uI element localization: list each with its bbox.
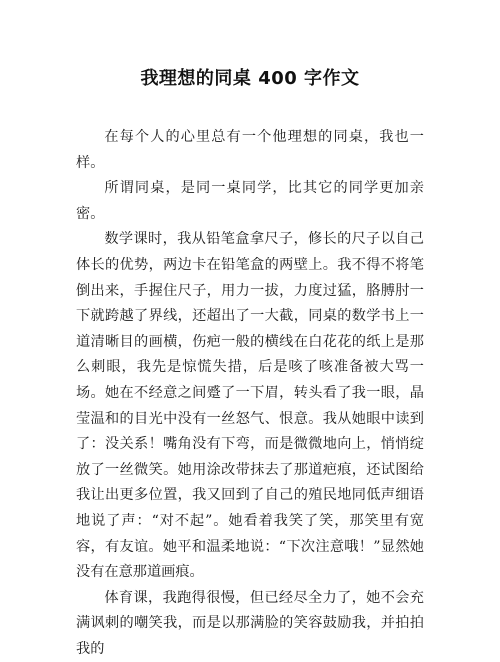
paragraph: 所谓同桌，是同一桌同学，比其它的同学更加亲密。: [76, 180, 424, 222]
document-title: 我理想的同桌 400 字作文: [140, 68, 360, 89]
paragraph: 体育课，我跑得很慢，但已经尽全力了，她不会充满讽刺的嘲笑我，而是以那满脸的笑容鼓励我，并拍拍我的: [76, 589, 424, 657]
document-body: [76, 125, 424, 662]
paragraph: 数学课时，我从铅笔盒拿尺子，修长的尺子以自己体长的优势，两边卡在铅笔盒的两壁上。我不得不将笔倒出来，手握住尺子，用力一拔，力度过猛，胳膊肘一下就跨越了界线，还超出了一大截，同桌的数学书上一道清晰目的画横，伤疤一般的横线在白花花的纸上是那么刺眼，我先是惊慌失措，后是咳了咳准备被大骂一场。她在不经意之间蹙了一下眉，转头看了我一眼，晶莹温和的目光中没有一丝怒气、恨意。我从她眼中读到了：没关系！嘴角没有下弯，而是微微地向上，悄悄绽放了一丝微笑。她用涂改带抹去了那道疤痕，还试图给我让出更多位置，我又回到了自己的殖民地同低声细语地说了声：“对不起”。她看着我笑了笑，那笑里有宽容，有友谊。她平和温柔地说：“下次注意哦！”显然她没有在意那道画痕。: [76, 231, 424, 581]
paragraph: 在每个人的心里总有一个他理想的同桌，我也一样。: [76, 129, 424, 171]
